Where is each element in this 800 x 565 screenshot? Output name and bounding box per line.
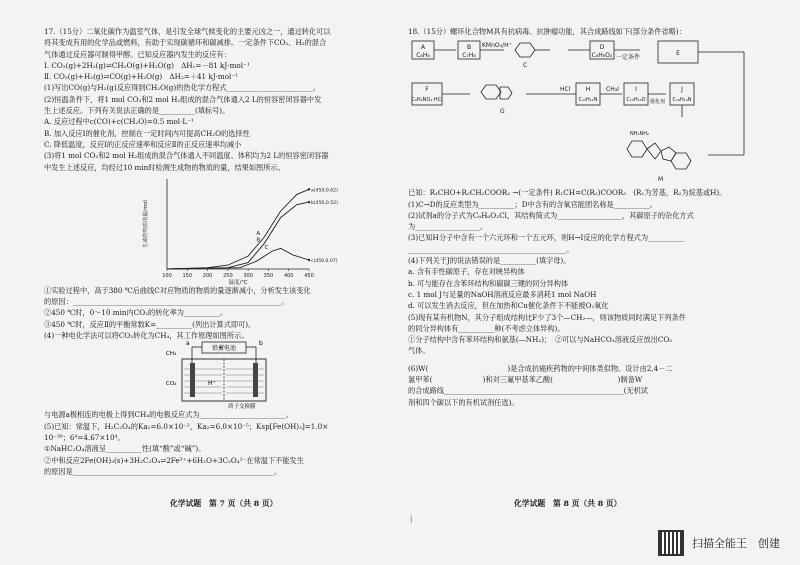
chart-figure bbox=[44, 173, 396, 285]
text-line: a. 含有手性碳原子，存在对映异构体 bbox=[408, 267, 525, 277]
box-a-formula: C₆H₆ bbox=[416, 52, 430, 60]
box-c: C bbox=[523, 62, 528, 70]
reagent-kmno4: KMnO₄/H⁺ bbox=[482, 42, 512, 50]
x-tick-label: 100 bbox=[162, 272, 172, 279]
text-line: B. 加入反应Ⅰ的催化剂，控制在一定时间内可提高CH₂O的选择性 bbox=[44, 128, 250, 138]
text-line: 已知：R₁CHO+R₂CH₂COOR₃ →(一定条件) R₁CH=C(R₂)COOR₃ (R₁为芳基，R₂为烷基或H)。 bbox=[408, 188, 727, 198]
text-line: (6)W( )是合成抗癌疾药物的中间体类似物。设计由2,4－二 bbox=[408, 363, 673, 373]
co2-label: CO₂ bbox=[166, 381, 177, 388]
synthesis-route-diagram bbox=[408, 37, 760, 187]
page-8-footer: 化学试题 第 8 页（共 8 页） bbox=[514, 499, 622, 508]
text-line: (2)试剂a的分子式为C₈H₆O₂Cl，其结构简式为__________________，其碳原子的杂化方式 bbox=[408, 210, 694, 220]
text-line: (3)已知H分子中含有一个六元环和一个五元环，则H→I反应的化学方程式为__________ bbox=[408, 233, 684, 243]
proton-label: H⁺ bbox=[208, 380, 216, 388]
question-18-part6 bbox=[408, 363, 760, 408]
question-17 bbox=[44, 26, 396, 173]
text-line: 的原因是________________________________________________________。 bbox=[44, 466, 282, 476]
text-line: (5)现有某有机物N，其分子组成结构比F少了3个—CH₂—，则该物质同时满足下列条件 bbox=[408, 312, 686, 322]
text-line: 的合成路线__________________________________________________(无机试 bbox=[408, 386, 648, 396]
text-line: 10⁻³⁸；6⁴=4.67×10⁴。 bbox=[44, 432, 125, 442]
text-line: 剂和四个碳以下的有机试剂任选)。 bbox=[408, 397, 519, 407]
box-i-formula: C₁₅H₁₃O bbox=[626, 97, 646, 104]
text-line: ____________________________________________。 bbox=[408, 244, 574, 254]
text-line: c. 1 mol J与足量的NaOH溶液反应最多消耗1 mol NaOH bbox=[408, 289, 597, 299]
series-line-c bbox=[167, 248, 309, 269]
text-line: d. 可以发生消去反应，但在加热和Cu催化条件下不能被O₂氧化 bbox=[408, 301, 609, 311]
condition-hcl: HCl bbox=[560, 86, 571, 94]
scan-mark: | bbox=[410, 515, 413, 523]
box-f-formula: C₆H₆NO₂·HCl bbox=[411, 97, 443, 104]
series-label: A bbox=[256, 230, 261, 237]
x-axis-label: 温度/℃ bbox=[228, 279, 248, 286]
box-h: H bbox=[585, 86, 591, 94]
box-f: F bbox=[425, 86, 429, 94]
condition-catalyst: 催化剂 bbox=[650, 99, 666, 106]
page-7-column bbox=[44, 26, 396, 477]
condition-ch3i: CH₃I bbox=[606, 86, 619, 94]
electrolysis-cell-diagram bbox=[164, 341, 294, 409]
question-17-part3 bbox=[44, 285, 396, 341]
series-label: C bbox=[264, 244, 269, 251]
page-7-footer: 化学试题 第 7 页（共 8 页） bbox=[170, 499, 278, 508]
text-line: ②450 ℃时，0～10 min内CO₂的转化率为__________。 bbox=[44, 308, 228, 318]
box-d-formula: C₈H₆O₂ bbox=[591, 52, 613, 60]
box-d: D bbox=[599, 44, 605, 52]
text-line: b. 可与能存在含苯环结构和碳碳三键的同分异构体 bbox=[408, 278, 569, 288]
series-line-a bbox=[167, 189, 309, 269]
text-line: 氯甲苯( )和对三氟甲基苯乙酸( )制备W bbox=[408, 375, 643, 385]
synthesis-scheme bbox=[408, 37, 760, 187]
x-tick-label: 250 bbox=[223, 272, 233, 279]
reagent-hydrazine: NH₂NH₂ bbox=[630, 131, 650, 138]
text-line: ①实验过程中，高于380 ℃后曲线C对应物质的物质的量逐渐减小，分析发生该变化 bbox=[44, 285, 311, 295]
text-line: ①分子结构中含有苯环结构和氨基(—NH₂)； ②可以与NaHCO₃溶液反应放出CO₂ bbox=[408, 335, 673, 345]
box-j-formula: C₁₈H₁₅N bbox=[672, 97, 692, 104]
box-i: I bbox=[635, 86, 637, 94]
text-line: Ⅱ. CO₂(g)+H₂(g)⇌CO(g)+H₂O(g) ΔH₂=＋41 kJ·mol⁻¹ bbox=[44, 72, 239, 82]
question-18-parts bbox=[408, 187, 760, 356]
text-line: (3)将1 mol CO₂和2 mol H₂组成的混合气体通入不同温度、体积均为2 L的恒容密闭容器 bbox=[44, 151, 329, 161]
box-b-formula: C₇H₈ bbox=[462, 52, 476, 60]
power-source-label: 铅蓄电池 bbox=[211, 345, 237, 353]
x-tick-label: 400 bbox=[283, 272, 294, 279]
text-line: 与电源a极相连的电极上得到CH₄的电极反应式为________________________。 bbox=[44, 410, 293, 420]
x-tick-label: 350 bbox=[263, 272, 274, 279]
series-end-point bbox=[308, 188, 310, 190]
text-line: Ⅰ. CO₂(g)+2H₂(g)⇌CH₂O(g)+H₂O(g) ΔH₁=－81 kJ·mol⁻¹ bbox=[44, 60, 250, 70]
electrode-a-label: a bbox=[186, 340, 190, 348]
box-g: G bbox=[500, 108, 505, 116]
text-line: (1)写出CO(g)与H₂(g)反应得到CH₂O(g)的热化学方程式________________________。 bbox=[44, 83, 320, 93]
series-label: B bbox=[256, 237, 261, 244]
text-line: 气体通过反应器可制得甲醇。已知反应器内发生的反应有： bbox=[44, 49, 231, 59]
series-annotation: c(450,0.07) bbox=[311, 258, 338, 264]
ch4-label: CH₄ bbox=[166, 351, 177, 358]
text-line: ③450 ℃时，反应Ⅱ的平衡常数K=__________(列出计算式即可)。 bbox=[44, 319, 256, 329]
series-end-point bbox=[308, 259, 310, 261]
text-line: (4)下列关于J的说法错误的是__________(填字母)。 bbox=[408, 256, 571, 266]
box-j: J bbox=[681, 86, 683, 94]
text-line: 生上述反应。下列有关说法正确的是__________(填标号)。 bbox=[44, 106, 230, 116]
electrolysis-figure bbox=[44, 341, 396, 409]
text-line: 的原因：__________________________________________________________。 bbox=[44, 297, 289, 307]
text-line: 17.（15分）二氧化碳作为温室气体，是引发全球气候变化的主要元凶之一，通过转化可以 bbox=[44, 27, 331, 36]
box-h-formula: C₁₅H₁₁N bbox=[578, 97, 598, 104]
x-tick-label: 200 bbox=[202, 272, 213, 279]
text-line: ①NaHC₂O₄溶液呈__________性(填“酸”或“碱”)。 bbox=[44, 444, 206, 454]
watermark-text: 扫描全能王 创建 bbox=[692, 537, 780, 550]
series-annotation: b(450,0.52) bbox=[311, 201, 338, 207]
line-chart bbox=[139, 173, 338, 286]
series-annotation: a(450,0.62) bbox=[311, 188, 338, 194]
series-line-b bbox=[167, 202, 309, 269]
box-e: E bbox=[676, 50, 680, 58]
text-line: (4)一种电化学法可以将CO₂转化为CH₄，其工作原理如图所示。 bbox=[44, 331, 249, 341]
x-tick-label: 450 bbox=[304, 272, 314, 279]
page-8-column bbox=[408, 26, 760, 408]
membrane-label: 质子交换膜 bbox=[228, 404, 256, 411]
text-line: A. 反应过程中c(CO)+c(CH₂O)=0.5 mol·L⁻¹ bbox=[44, 117, 194, 127]
electrode-b-label: b bbox=[259, 340, 263, 348]
question-17-part4 bbox=[44, 409, 396, 477]
text-line: (5)已知：常温下，H₂C₂O₄的Ka₁=6.0×10⁻²，Ka₂=6.0×10⁻⁵；Ksp[Fe(OH)₃]=1.0× bbox=[44, 421, 329, 431]
box-b: B bbox=[466, 44, 472, 52]
box-a: A bbox=[420, 44, 426, 52]
text-line: (1)C→D的反应类型为__________；D中含有的含氧官能团名称是__________。 bbox=[408, 199, 657, 209]
text-line: 的同分异构体有__________种(不考虑立体异构)。 bbox=[408, 323, 565, 333]
y-axis-label: 生成物物质的量/mol bbox=[143, 199, 149, 248]
text-line: 为__________________。 bbox=[408, 222, 488, 232]
compound-m: M bbox=[658, 176, 664, 184]
text-line: 气体。 bbox=[408, 346, 430, 356]
scanner-watermark bbox=[658, 530, 780, 556]
qr-code-icon bbox=[658, 530, 684, 556]
text-line: ②中和反应2Fe(OH)₃(s)+3H₂C₂O₄⇌2Fe³⁺+6H₂O+3C₂O₄²⁻在常温下不能发生 bbox=[44, 455, 304, 465]
question-18-header: 18.（15分）螺环化合物M具有抗病毒、抗肿瘤功能，其合成路线如下(部分条件省略)： bbox=[408, 27, 686, 36]
text-line: (2)恒温条件下，将1 mol CO₂和2 mol H₂组成的混合气体通入2 L的恒容密闭容器中发 bbox=[44, 94, 322, 104]
x-tick-label: 150 bbox=[182, 272, 193, 279]
x-tick-label: 300 bbox=[243, 272, 253, 279]
condition-1: 一定条件 bbox=[616, 54, 641, 62]
text-line: 中发生上述反应，均经过10 min时检测生成物的物质的量，结果如图所示。 bbox=[44, 162, 285, 172]
text-line: 将其变成有用的化学品或燃料，有助于实现碳循环和碳减排。一定条件下CO₂、H₂的混合 bbox=[44, 38, 327, 48]
text-line: C. 降低温度，反应Ⅰ的正反应速率和反应Ⅱ的正反应速率均减小 bbox=[44, 139, 242, 149]
series-end-point bbox=[308, 201, 310, 203]
